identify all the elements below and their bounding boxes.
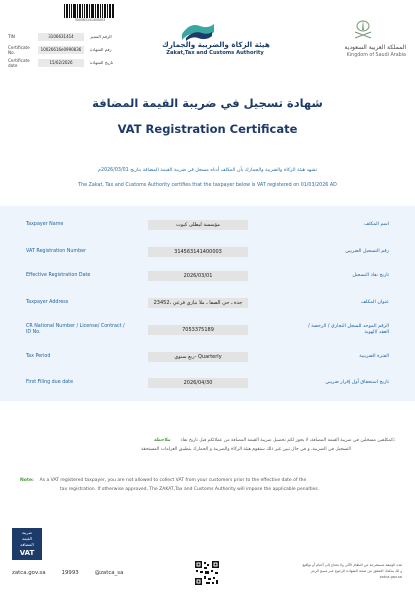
field-label-ar: عنوان المكلف xyxy=(361,300,389,305)
page-title-en: VAT Registration Certificate xyxy=(117,122,298,136)
field-label-ar: تاريخ استحقاق أول إقرار ضريبي xyxy=(325,380,389,385)
meta-label-ar: رقم الشهادة xyxy=(90,47,112,52)
field-label-en: VAT Registration Number xyxy=(26,249,87,254)
meta-value: 15/02/2026 xyxy=(38,59,84,67)
meta-label-ar: الرقم المميز xyxy=(90,34,112,39)
meta-row-certificate-date xyxy=(8,58,113,67)
kingdom-name-en: Kingdom of Saudi Arabia xyxy=(346,53,406,58)
field-value: ربع سنوي- Quarterly xyxy=(148,352,248,362)
intro-text-ar: تشهد هيئة الزكاة والضريبة والجمارك بأن المكلف أدناه مسجل في ضريبة القيمة المضافة بتاريخ 2026/03/01م xyxy=(98,168,317,173)
meta-row-certificate-no xyxy=(8,45,112,54)
barcode-image xyxy=(64,4,114,18)
saudi-emblem-icon xyxy=(352,18,374,42)
note-tag-ar: ملاحظة: xyxy=(154,438,395,443)
meta-label-en: TIN xyxy=(8,34,15,39)
field-label-en: Effective Registration Date xyxy=(26,273,91,278)
note-tag-en: Note: xyxy=(20,478,34,483)
vat-logo-text: القيمة xyxy=(21,536,33,541)
social-handle[interactable]: @zatca_sa xyxy=(94,570,124,576)
footer-note-line: و لك يمكنك التحقق من صحة الشهادة الرجوع عبر مسح الرمز xyxy=(310,569,402,573)
footer-contacts xyxy=(12,570,123,576)
field-value: مؤسسة ليطلى كيوت xyxy=(148,220,248,230)
field-label-en: CR National Number / License/ Contract / ID No. xyxy=(26,324,125,336)
note-ar xyxy=(20,436,395,454)
footer-note-line: zatca.gov.sa xyxy=(379,575,402,579)
note-line-en: tax registration. If otherwise approved, The ZAKAT,Tax and Customs Authority will impose the applicable penalties. xyxy=(60,487,320,492)
note-line-ar: كمكلفين مسجلين في ضريبة القيمة المضافة، لا يجوز لكم تحصيل ضريبة القيمة المضافة من عملائكم قبل تاريخ نفاذ xyxy=(180,438,394,443)
meta-value: 10026616e0990836 xyxy=(38,46,84,54)
field-label-ar: الفترة الضريبية xyxy=(359,354,389,359)
field-value: جدة ـ حي الصفا ـ ملا نيازي فرعي ،23452 xyxy=(148,298,248,308)
footer-note xyxy=(290,562,402,580)
field-label-ar: تاريخ نفاذ التسجيل xyxy=(352,273,389,278)
meta-label-en: Certificate No. xyxy=(8,44,30,55)
field-value: 2026/04/30 xyxy=(148,378,248,388)
authority-name-ar: هيئة الزكاة والضريبة والجمارك xyxy=(162,40,270,49)
note-line-en: As a VAT registered taxpayer, you are not allowed to collect VAT from your customers prior to the effective date of the xyxy=(39,478,307,483)
intro-text-en: The Zakat, Tax and Customs Authority certifies that the taxpayer below is VAT registered on 01/03/2026 AD xyxy=(78,183,337,188)
field-value: 7053375189 xyxy=(148,325,248,335)
field-label-ar: اسم المكلف xyxy=(364,222,389,227)
qr-code-icon xyxy=(194,560,220,586)
field-label-en: Taxpayer Address xyxy=(26,300,69,305)
field-label-en: Taxpayer Name xyxy=(26,222,64,227)
field-label-en: Tax Period xyxy=(26,354,51,359)
meta-label-en: Certificate date xyxy=(8,57,30,68)
field-label-en: First Filing due date xyxy=(26,380,74,385)
meta-label-ar: تاريخ الشهادة xyxy=(90,60,114,65)
page-title-ar: شهادة تسجيل في ضريبة القيمة المضافة xyxy=(92,96,323,110)
barcode-number: 300563141400003 xyxy=(74,18,106,22)
field-value: 2026/03/01 xyxy=(148,271,248,281)
vat-logo-icon xyxy=(12,528,42,560)
meta-value: 3106631414 xyxy=(38,33,84,41)
field-value: 314563141400003 xyxy=(148,247,248,257)
field-label-ar: الرقم الموحد للسجل التجاري / الرخصة / العقد /الهوية xyxy=(308,324,389,336)
field-label-ar: رقم التسجيل الضريبي xyxy=(345,249,389,254)
zatca-logo-icon xyxy=(178,20,218,42)
authority-name-en: Zakat,Tax and Customs Authority xyxy=(166,50,264,56)
vat-logo-text: المضافة xyxy=(20,542,34,547)
website-link[interactable]: zatca.gov.sa xyxy=(12,570,46,576)
vat-logo-text: ضريبة xyxy=(21,530,33,535)
kingdom-name-ar: المملكة العربية السعودية xyxy=(344,44,406,51)
phone-number: 19993 xyxy=(61,570,79,576)
note-en xyxy=(20,476,395,494)
footer-note-line: هذه الوثيقة مستخرجة من النظام الآلي ولا تحتاج إلى أختام أو تواقيع xyxy=(302,563,402,567)
note-line-ar: التسجيل في الضريبة، و في حال تبين غير ذلك ستقوم هيئة الزكاة والضريبة و الجمارك بتطبيق الغرامات المستحقة xyxy=(141,447,351,452)
meta-row-tin xyxy=(8,32,112,41)
vat-logo-en: VAT xyxy=(19,549,35,557)
